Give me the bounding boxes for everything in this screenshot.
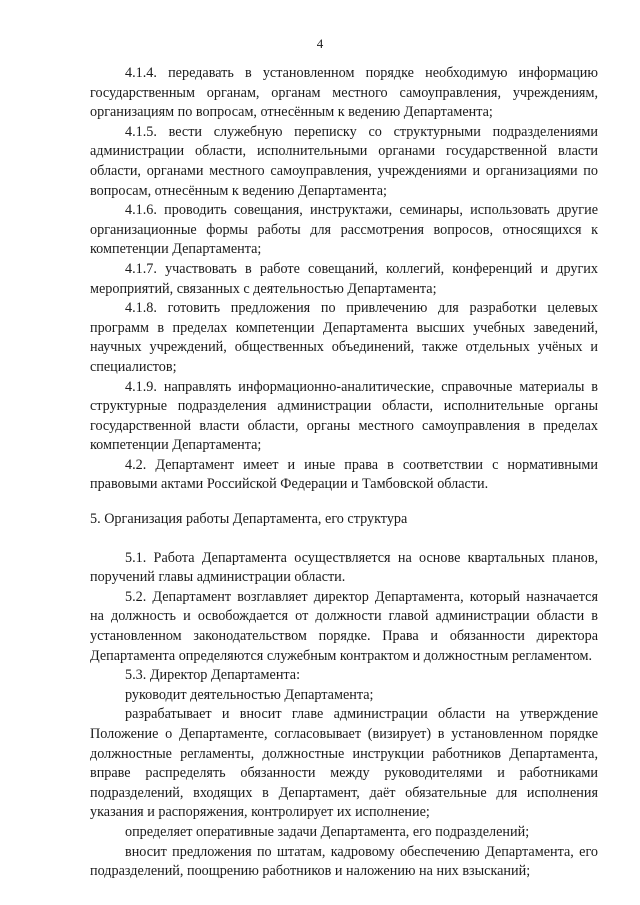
paragraph-4-1-5: 4.1.5. вести служебную переписку со структурными подразделениями администрации области, исполнительными органами государственной власти области, органами местного самоуправления, учреждениями и организациями по вопросам, отнесённым к ведению Департамента; [90,123,598,199]
paragraph-4-1-4: 4.1.4. передавать в установленном порядке необходимую информацию государственным органам, органам местного самоуправления, учреждениям, организациям по вопросам, отнесённым к ведению Департамента; [90,65,598,121]
paragraph-5-1: 5.1. Работа Департамента осуществляется на основе квартальных планов, поручений главы администрации области. [90,549,598,586]
section-heading: 5. Организация работы Департамента, его структура [90,511,408,528]
paragraph-5-3-item-4: вносит предложения по штатам, кадровому обеспечению Департамента, его подразделений, поощрению работников и наложению на них взысканий; [90,843,598,880]
paragraph-4-2: 4.2. Департамент имеет и иные права в соответствии с нормативными правовыми актами Российской Федерации и Тамбовской области. [90,456,598,493]
page-number: 4 [316,36,324,51]
paragraph-5-3-item-1: руководит деятельностью Департамента; [125,686,374,703]
document-body [90,64,598,882]
paragraph-4-1-9: 4.1.9. направлять информационно-аналитические, справочные материалы в структурные подразделения администрации области, исполнительные органы государственной власти области, органы местного самоуправления в пределах компетенции Департамента; [90,378,598,454]
paragraph-4-1-6: 4.1.6. проводить совещания, инструктажи, семинары, использовать другие организационные формы работы для рассмотрения вопросов, относящихся к компетенции Департамента; [90,202,598,258]
paragraph-5-3: 5.3. Директор Департамента: [125,667,301,684]
paragraph-4-1-7: 4.1.7. участвовать в работе совещаний, коллегий, конференций и других мероприятий, связанных с деятельностью Департамента; [90,260,598,297]
paragraph-5-2: 5.2. Департамент возглавляет директор Департамента, который назначается на должность и освобождается от должности главой администрации области в установленном законодательством порядке. Права и обязанности директора Департамента определяются служебным контрактом и должностным регламентом. [90,588,598,664]
paragraph-5-3-item-2: разрабатывает и вносит главе администрации области на утверждение Положение о Департаменте, согласовывает (визирует) в установленном порядке должностные регламенты, должностные инструкции работников Департамента, вправе распределять обязанности между руководителями и работниками подразделений, входящих в Департамент, даёт обязательные для исполнения указания и распоряжения, контролирует их исполнение; [90,706,598,821]
paragraph-4-1-8: 4.1.8. готовить предложения по привлечению для разработки целевых программ в пределах компетенции Департамента высших учебных заведений, научных учреждений, общественных объединений, также отдельных учёных и специалистов; [90,300,598,375]
paragraph-5-3-item-3: определяет оперативные задачи Департамента, его подразделений; [125,823,530,840]
